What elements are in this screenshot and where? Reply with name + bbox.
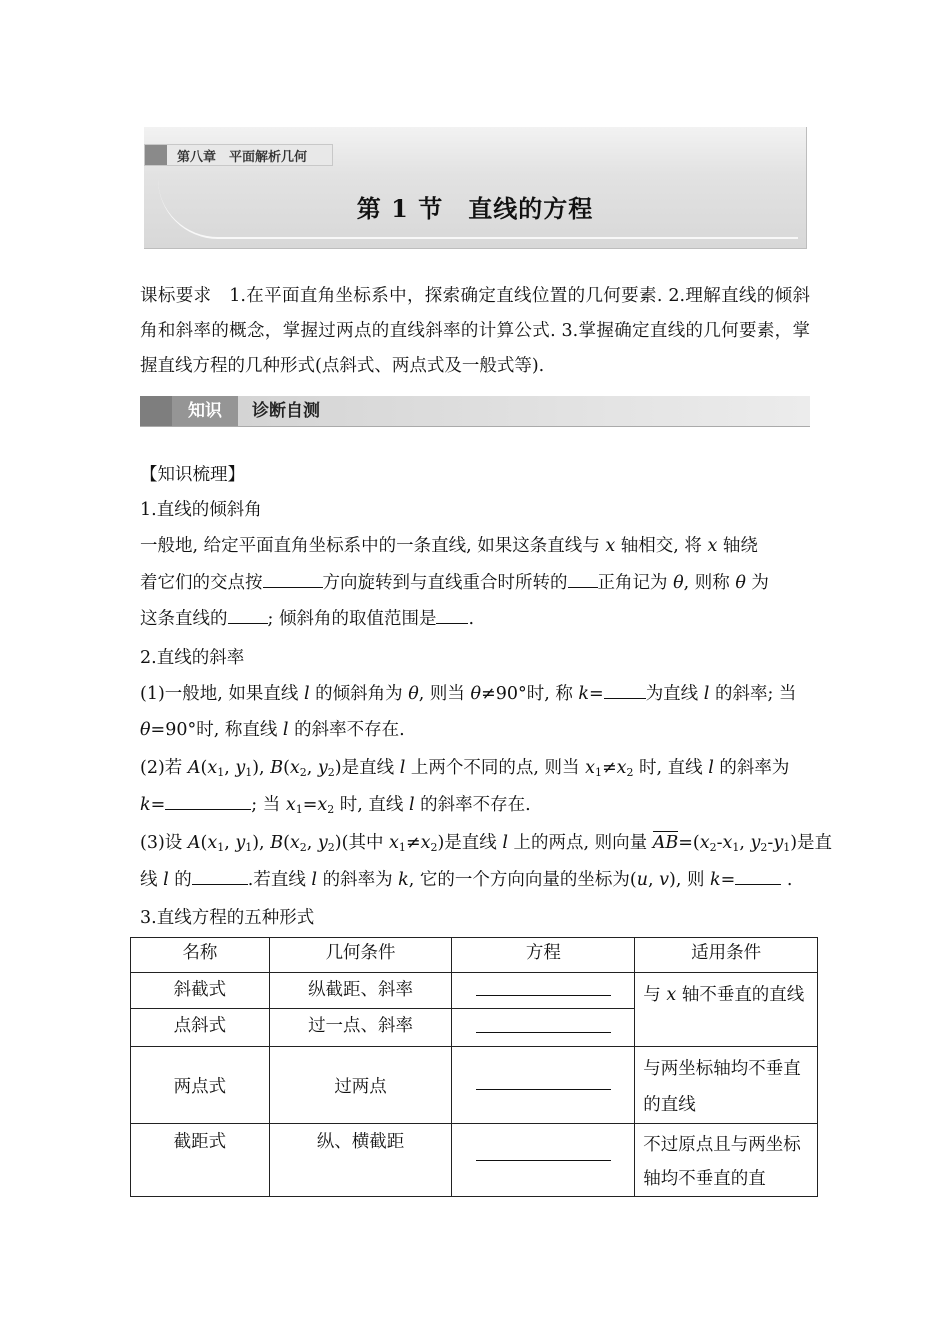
item1-line1: 一般地, 给定平面直角坐标系中的一条直线, 如果这条直线与 x 轴相交, 将 x 轴绕 bbox=[140, 536, 758, 556]
line-equation-forms-table bbox=[130, 937, 818, 1197]
row-condition: 过两点 bbox=[269, 1047, 452, 1124]
row-name: 两点式 bbox=[131, 1047, 270, 1124]
section-title: 第 1 节 直线的方程 bbox=[356, 194, 594, 223]
section-bar-label: 知识 bbox=[172, 396, 238, 426]
knowledge-heading: 【知识梳理】 bbox=[140, 465, 245, 485]
header-condition: 几何条件 bbox=[269, 938, 452, 973]
row-name: 斜截式 bbox=[131, 973, 270, 1009]
item2-title: 2.直线的斜率 bbox=[140, 648, 245, 668]
row-applicable: 不过原点且与两坐标轴均不垂直的直 bbox=[635, 1124, 818, 1197]
row-equation-blank bbox=[452, 1047, 635, 1124]
section-bar bbox=[140, 396, 810, 427]
item1-line2: 着它们的交点按 方向旋转到与直线重合时所转的 正角记为 θ, 则称 θ 为 bbox=[140, 569, 815, 594]
row-applicable: 与两坐标轴均不垂直的直线 bbox=[635, 1047, 818, 1124]
table-row bbox=[131, 1047, 818, 1124]
chapter-banner bbox=[144, 127, 807, 249]
table-header-row bbox=[131, 938, 818, 973]
row-condition: 纵截距、斜率 bbox=[269, 973, 452, 1009]
section-bar-title: 诊断自测 bbox=[252, 401, 320, 421]
table-row bbox=[131, 1124, 818, 1197]
row-equation-blank bbox=[452, 1009, 635, 1047]
item1-line3: 这条直线的 ; 倾斜角的取值范围是 . bbox=[140, 605, 815, 630]
header-equation: 方程 bbox=[452, 938, 635, 973]
row-condition: 过一点、斜率 bbox=[269, 1009, 452, 1047]
section-bar-block bbox=[140, 396, 172, 426]
item1-title: 1.直线的倾斜角 bbox=[140, 500, 262, 520]
row-equation-blank bbox=[452, 973, 635, 1009]
header-name: 名称 bbox=[131, 938, 270, 973]
item2-part1-line2: θ=90°时, 称直线 l 的斜率不存在. bbox=[140, 720, 405, 740]
item2-part2-line2: k= ; 当 $x_1=x_2$ 时, 直线 l 的斜率不存在. bbox=[140, 791, 815, 816]
header-applicable: 适用条件 bbox=[635, 938, 818, 973]
item2-part2-line1: (2)若 $A(x_1$, $y_1$), $B(x_2$, $y_2$)是直线 l 上两个不同的点, 则当 $x_1\ne x_2$ 时, 直线 l 的斜率为 bbox=[140, 758, 790, 779]
row-name: 截距式 bbox=[131, 1124, 270, 1197]
course-requirements: 课标要求 1.在平面直角坐标系中，探索确定直线位置的几何要素. 2.理解直线的倾斜角和斜率的概念，掌握过两点的直线斜率的计算公式. 3.掌握确定直线的几何要素，掌握直线方程的几种形式(点斜式、两点式及一般式等). bbox=[140, 286, 810, 376]
chapter-tag bbox=[144, 144, 333, 166]
chapter-label: 第八章 平面解析几何 bbox=[177, 150, 308, 165]
row-condition: 纵、横截距 bbox=[269, 1124, 452, 1197]
item2-part1-line1: (1)一般地, 如果直线 l 的倾斜角为 θ, 则当 θ≠90°时, 称 k= 为直线 l 的斜率; 当 bbox=[140, 680, 815, 705]
row-equation-blank bbox=[452, 1124, 635, 1197]
item2-part3-line2: 线 l 的 .若直线 l 的斜率为 k, 它的一个方向向量的坐标为(u, v), 则 k= . bbox=[140, 866, 815, 891]
item2-part3-line1: (3)设 $A(x_1$, $y_1$), $B(x_2$, $y_2$)(其中 $x_1\ne x_2$)是直线 l 上的两点, 则向量 $AB=(x_2-x_1$, $y_2-y_1$)是直 bbox=[140, 833, 833, 854]
chapter-tag-block bbox=[145, 145, 167, 165]
table-row bbox=[131, 973, 818, 1009]
row-name: 点斜式 bbox=[131, 1009, 270, 1047]
item3-title: 3.直线方程的五种形式 bbox=[140, 908, 315, 928]
row-applicable-merged: 与 x 轴不垂直的直线 bbox=[635, 973, 818, 1047]
